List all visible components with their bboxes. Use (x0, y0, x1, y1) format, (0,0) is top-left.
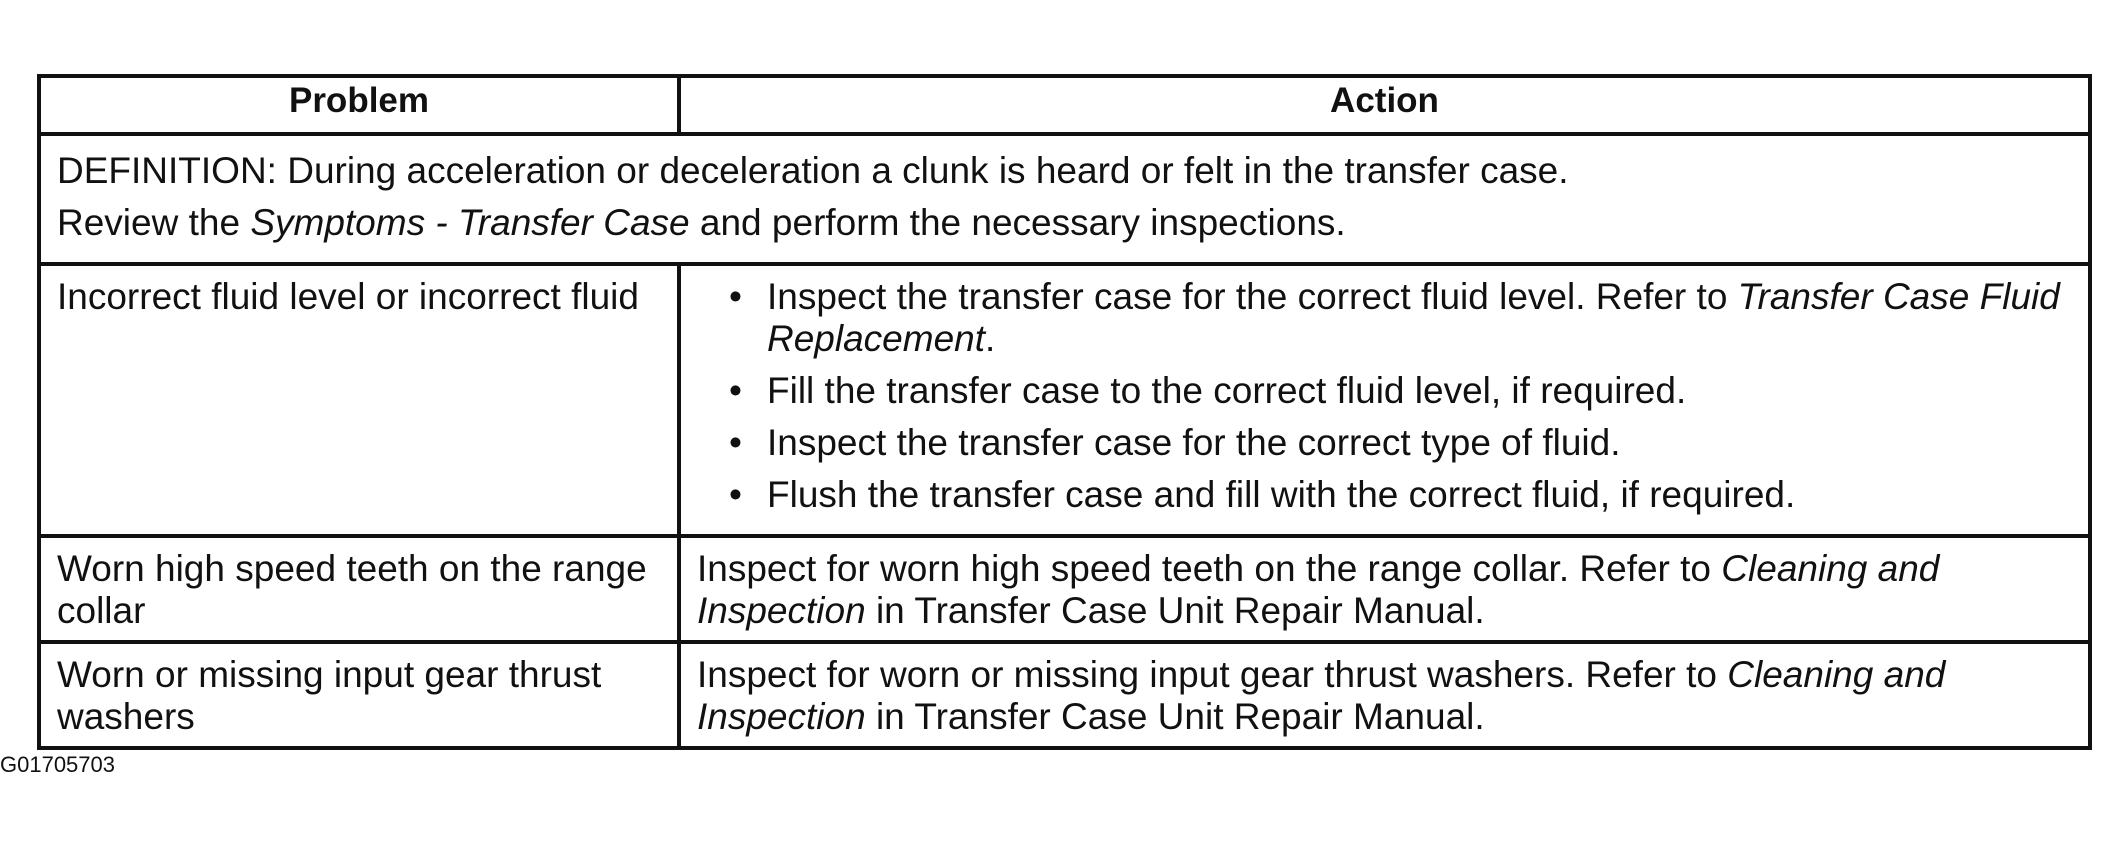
bullet-text-end: . (985, 318, 996, 359)
cleaning-inspection-reference: Cleaning and Inspection (697, 654, 1946, 737)
bullet-icon: • (729, 474, 742, 515)
fluid-replacement-reference: Transfer Case Fluid Replacement (767, 276, 2060, 359)
bullet-text: Fill the transfer case to the correct fluid level, if required. (767, 370, 1687, 411)
review-suffix: and perform the necessary inspections. (689, 202, 1346, 243)
cleaning-inspection-reference: Cleaning and Inspection (697, 548, 1940, 631)
problem-cell: Worn high speed teeth on the range collar (39, 536, 679, 642)
review-instruction (57, 202, 2072, 244)
list-item (729, 370, 2072, 412)
list-item (729, 474, 2072, 516)
table-row (39, 264, 2090, 536)
header-problem: Problem (39, 76, 679, 134)
header-action: Action (679, 76, 2090, 134)
action-text-end: in Transfer Case Unit Repair Manual. (865, 696, 1485, 737)
diagnostic-table-container (37, 74, 2092, 750)
list-item (729, 422, 2072, 464)
problem-cell: Incorrect fluid level or incorrect fluid (39, 264, 679, 536)
definition-row (39, 134, 2090, 264)
action-text: Inspect for worn high speed teeth on the range collar. Refer to (697, 548, 1722, 589)
action-cell (679, 536, 2090, 642)
table-header-row (39, 76, 2090, 134)
table-row (39, 536, 2090, 642)
action-text-end: in Transfer Case Unit Repair Manual. (865, 590, 1485, 631)
symptoms-reference: Symptoms - Transfer Case (250, 202, 690, 243)
bullet-text: Inspect the transfer case for the correct fluid level. Refer to (767, 276, 1738, 317)
definition-text: DEFINITION: During acceleration or deceleration a clunk is heard or felt in the transfer case. (57, 150, 1569, 191)
action-cell (679, 264, 2090, 536)
action-text: Inspect for worn or missing input gear thrust washers. Refer to (697, 654, 1728, 695)
diagnostic-table (37, 74, 2092, 750)
problem-cell: Worn or missing input gear thrust washers (39, 642, 679, 748)
action-cell (679, 642, 2090, 748)
list-item (729, 276, 2072, 360)
bullet-icon: • (729, 370, 742, 411)
bullet-icon: • (729, 422, 742, 463)
figure-id: G01705703 (0, 752, 115, 777)
table-row (39, 642, 2090, 748)
bullet-text: Inspect the transfer case for the correct type of fluid. (767, 422, 1621, 463)
action-bullet-list (697, 276, 2072, 516)
bullet-icon: • (729, 276, 742, 317)
definition-cell (39, 134, 2090, 264)
bullet-text: Flush the transfer case and fill with the correct fluid, if required. (767, 474, 1796, 515)
review-prefix: Review the (57, 202, 251, 243)
